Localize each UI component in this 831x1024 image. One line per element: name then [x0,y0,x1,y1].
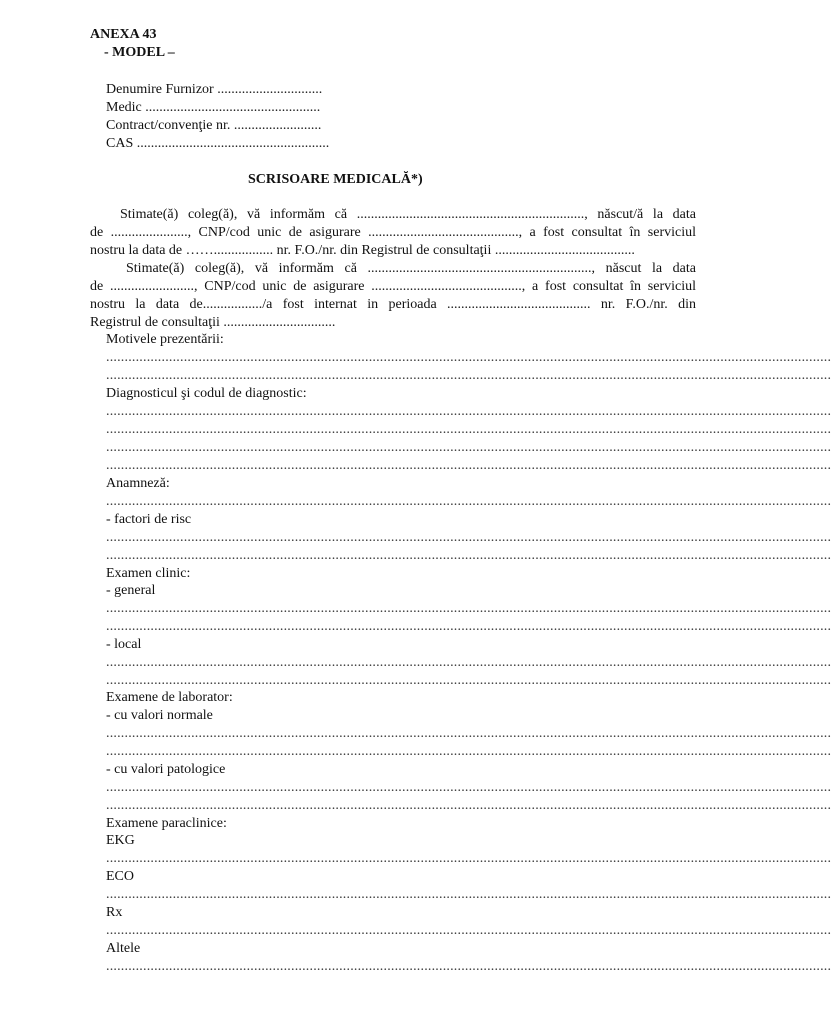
intro-p1-line3: nostru la data de ……................. nr. F.O./nr. din Registrul de consultaţii ........................................ [90,243,635,258]
general-line-2[interactable]: .................................................................................................................................................................................................... [106,619,831,634]
risk-factors-line-2[interactable]: .................................................................................................................................................................................................... [106,548,831,563]
diagnosis-line-4[interactable]: .................................................................................................................................................................................................... [106,458,831,473]
reasons-line-2[interactable]: .................................................................................................................................................................................................... [106,368,831,383]
normal-values-label: - cu valori normale [106,708,213,723]
rx-line[interactable]: .................................................................................................................................................................................................... [106,923,831,938]
anamnesis-label: Anamneză: [106,476,170,491]
intro-p1-line1: Stimate(ă) coleg(ă), vă informăm că ................................................................., născut/ă la data [120,207,696,222]
rx-label: Rx [106,905,123,920]
other-label: Altele [106,941,141,956]
paraclinical-exams-label: Examene paraclinice: [106,816,227,831]
pathologic-values-line-1[interactable]: .................................................................................................................................................................................................... [106,780,831,795]
cas-field[interactable]: CAS ....................................................... [106,136,330,151]
local-line-2[interactable]: .................................................................................................................................................................................................... [106,673,831,688]
diagnosis-line-3[interactable]: .................................................................................................................................................................................................... [106,440,831,455]
risk-factors-line-1[interactable]: .................................................................................................................................................................................................... [106,530,831,545]
intro-p2-line1: Stimate(ă) coleg(ă), vă informăm că ................................................................, născut la data [126,261,696,276]
intro-p1-line2: de ......................, CNP/cod unic de asigurare ..........................................., a fost consultat în serviciul [90,225,696,240]
diagnosis-line-2[interactable]: .................................................................................................................................................................................................... [106,422,831,437]
intro-p2-line3: nostru la data de................./a fost internat in perioada ......................................... nr. F.O./nr. din [90,297,696,312]
general-label: - general [106,583,156,598]
pathologic-values-line-2[interactable]: .................................................................................................................................................................................................... [106,798,831,813]
clinical-exam-label: Examen clinic: [106,566,191,581]
other-line[interactable]: .................................................................................................................................................................................................... [106,959,831,974]
intro-p2-line2: de ........................, CNP/cod unic de asigurare ..........................................., a fost consultat în serviciul [90,279,696,294]
document-title: SCRISOARE MEDICALĂ*) [248,172,423,187]
eco-label: ECO [106,869,134,884]
general-line-1[interactable]: .................................................................................................................................................................................................... [106,601,831,616]
local-line-1[interactable]: .................................................................................................................................................................................................... [106,655,831,670]
provider-name-field[interactable]: Denumire Furnizor .............................. [106,82,323,97]
diagnosis-label: Diagnosticul şi codul de diagnostic: [106,386,307,401]
normal-values-line-1[interactable]: .................................................................................................................................................................................................... [106,726,831,741]
model-heading: - MODEL – [104,45,175,60]
local-label: - local [106,637,142,652]
diagnosis-line-1[interactable]: .................................................................................................................................................................................................... [106,404,831,419]
contract-field[interactable]: Contract/convenţie nr. ......................... [106,118,322,133]
ekg-label: EKG [106,833,135,848]
anamnesis-line-1[interactable]: .................................................................................................................................................................................................... [106,494,831,509]
eco-line[interactable]: .................................................................................................................................................................................................... [106,887,831,902]
lab-exams-label: Examene de laborator: [106,690,233,705]
intro-p2-line4: Registrul de consultaţii ................................ [90,315,336,330]
annex-heading: ANEXA 43 [90,27,157,42]
reasons-line-1[interactable]: .................................................................................................................................................................................................... [106,350,831,365]
risk-factors-label: - factori de risc [106,512,192,527]
doctor-field[interactable]: Medic .................................................. [106,100,321,115]
normal-values-line-2[interactable]: .................................................................................................................................................................................................... [106,744,831,759]
reasons-label: Motivele prezentării: [106,332,224,347]
ekg-line[interactable]: .................................................................................................................................................................................................... [106,851,831,866]
pathologic-values-label: - cu valori patologice [106,762,226,777]
